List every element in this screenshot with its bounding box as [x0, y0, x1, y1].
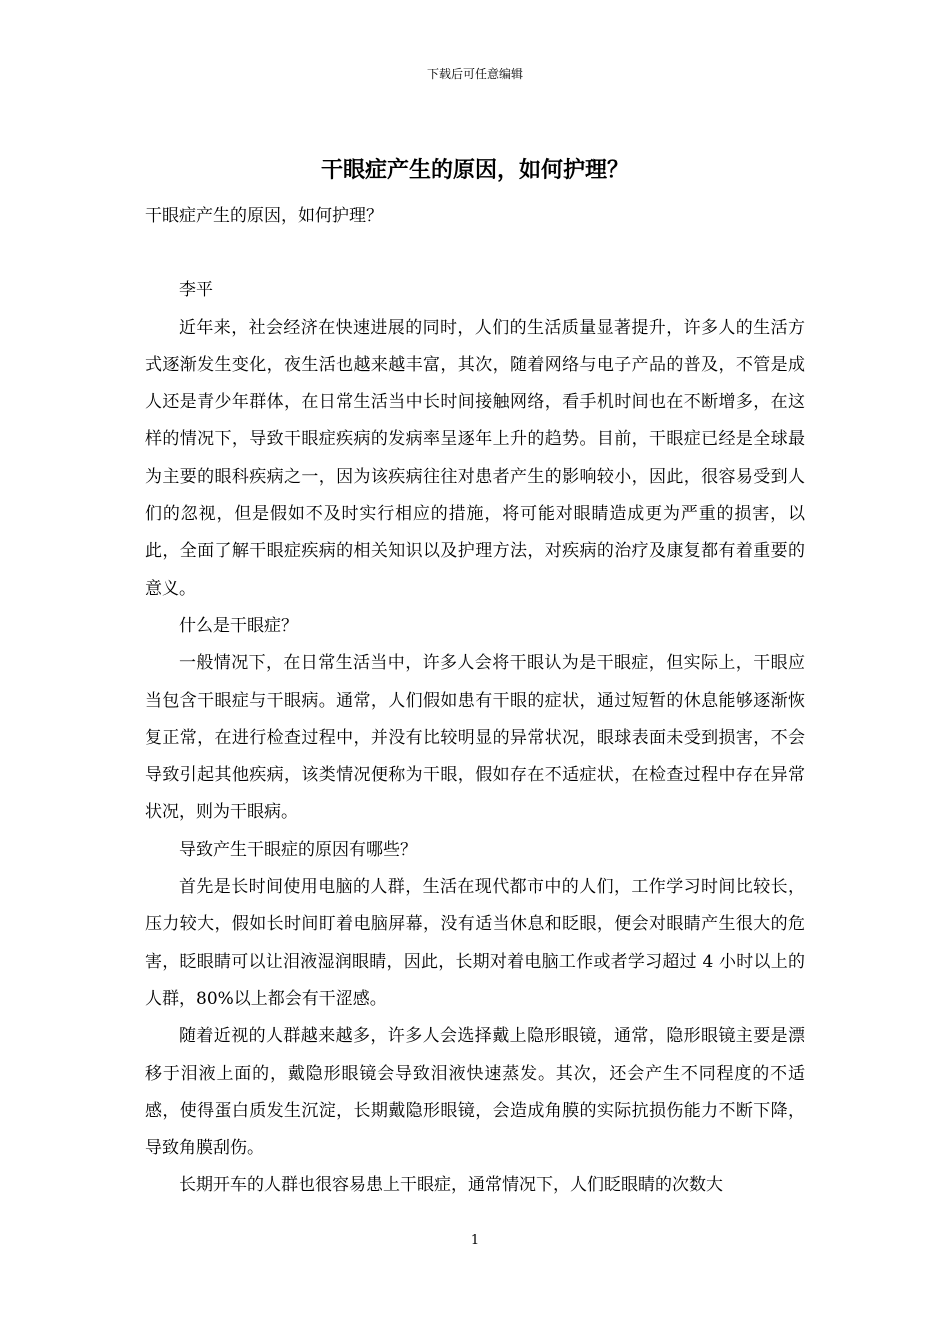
page-number: 1: [470, 1233, 480, 1248]
paragraph-drivers: 长期开车的人群也很容易患上干眼症，通常情况下，人们眨眼睛的次数大: [179, 1175, 723, 1196]
document-body: [145, 198, 805, 1205]
paragraph-intro: 近年来，社会经济在快速进展的同时，人们的生活质量显著提升，许多人的生活方式逐渐发生变化，夜生活也越来越丰富，其次，随着网络与电子产品的普及，不管是成人还是青少年群体，在日常生活当中长时间接触网络，看手机时间也在不断增多，在这样的情况下，导致干眼症疾病的发病率呈逐年上升的趋势。目前，干眼症已经是全球最为主要的眼科疾病之一，因为该疾病往往对患者产生的影响较小，因此，很容易受到人们的忽视，但是假如不及时实行相应的措施，将可能对眼睛造成更为严重的损害，以此，全面了解干眼症疾病的相关知识以及护理方法，对疾病的治疗及康复都有着重要的意义。: [145, 317, 805, 599]
section-heading-what-is-dry-eye: 什么是干眼症？: [179, 615, 298, 636]
document-subtitle: 干眼症产生的原因，如何护理？: [145, 206, 383, 226]
paragraph-contact-lenses: 随着近视的人群越来越多，许多人会选择戴上隐形眼镜，通常，隐形眼镜主要是漂移于泪液上面的，戴隐形眼镜会导致泪液快速蒸发。其次，还会产生不同程度的不适感，使得蛋白质发生沉淀，长期戴隐形眼镜，会造成角膜的实际抗损伤能力不断下降，导致角膜刮伤。: [145, 1026, 805, 1159]
paragraph-computer-users: 首先是长时间使用电脑的人群，生活在现代都市中的人们，工作学习时间比较长，压力较大，假如长时间盯着电脑屏幕，没有适当休息和眨眼，便会对眼睛产生很大的危害，眨眼睛可以让泪液湿润眼睛，因此，长期对着电脑工作或者学习超过 4 小时以上的人群，80%以上都会有干涩感。: [145, 877, 805, 1009]
author-name: 李平: [179, 280, 213, 301]
document-title: 干眼症产生的原因，如何护理？: [320, 157, 629, 183]
paragraph-definition: 一般情况下，在日常生活当中，许多人会将干眼认为是干眼症，但实际上，干眼应当包含干眼症与干眼病。通常，人们假如患有干眼的症状，通过短暂的休息能够逐渐恢复正常，在进行检查过程中，并没有比较明显的异常状况，眼球表面未受到损害，不会导致引起其他疾病，该类情况便称为干眼，假如存在不适症状，在检查过程中存在异常状况，则为干眼病。: [145, 653, 805, 823]
page-header: 下载后可任意编辑: [426, 67, 523, 81]
section-heading-causes: 导致产生干眼症的原因有哪些？: [179, 839, 417, 860]
